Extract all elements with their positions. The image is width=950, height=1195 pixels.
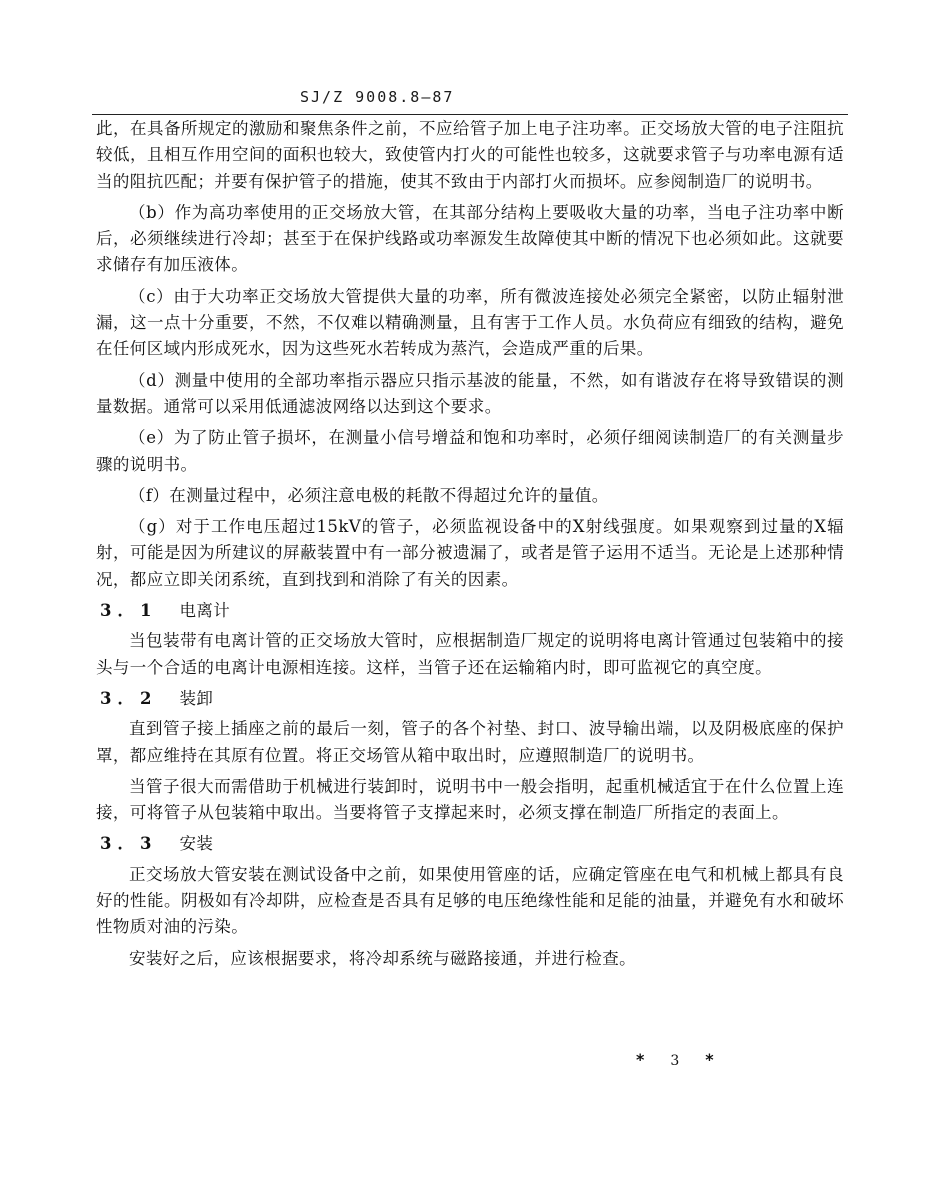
section-number: 3．1 bbox=[100, 601, 158, 621]
section-heading-3-1 bbox=[96, 598, 844, 624]
paragraph-item-e: （e）为了防止管子损坏，在测量小信号增益和饱和功率时，必须仔细阅读制造厂的有关测量步骤的说明书。 bbox=[96, 428, 844, 474]
section-number: 3．2 bbox=[100, 688, 158, 708]
document-number-header: SJ/Z 9008.8—87 bbox=[300, 88, 455, 106]
section-heading-3-3 bbox=[96, 831, 844, 857]
paragraph-3-3-b: 安装好之后，应该根据要求，将冷却系统与磁路接通，并进行检查。 bbox=[129, 948, 636, 968]
paragraph-item-b: （b）作为高功率使用的正交场放大管，在其部分结构上要吸收大量的功率，当电子注功率中断后，必须继续进行冷却；甚至于在保护线路或功率源发生故障使其中断的情况下也必须如此。这就要求储存有加压液体。 bbox=[96, 202, 844, 275]
footer-star-right: * bbox=[705, 1050, 714, 1069]
paragraph-continuation: 此，在具备所规定的激励和聚焦条件之前，不应给管子加上电子注功率。正交场放大管的电子注阻抗较低，且相互作用空间的面积也较大，致使管内打火的可能性也较多，这就要求管子与功率电源有适当的阻抗匹配；并要有保护管子的措施，使其不致由于内部打火而损坏。应参阅制造厂的说明书。 bbox=[96, 119, 844, 191]
section-title: 电离计 bbox=[179, 601, 231, 621]
paragraph-3-3-a: 正交场放大管安装在测试设备中之前，如果使用管座的话，应确定管座在电气和机械上都具有良好的性能。阴极如有冷却阱，应检查是否具有足够的电压绝缘性能和足能的油量，并避免有水和破坏性物质对油的污染。 bbox=[96, 864, 844, 937]
footer-star-left: * bbox=[636, 1050, 645, 1069]
section-title: 装卸 bbox=[179, 688, 214, 708]
paragraph-item-d: （d）测量中使用的全部功率指示器应只指示基波的能量，不然，如有谐波存在将导致错误的测量数据。通常可以采用低通滤波网络以达到这个要求。 bbox=[96, 370, 844, 416]
page-number: 3 bbox=[670, 1053, 680, 1069]
paragraph-3-2-a: 直到管子接上插座之前的最后一刻，管子的各个衬垫、封口、波导输出端，以及阴极底座的保护罩，都应维持在其原有位置。将正交场管从箱中取出时，应遵照制造厂的说明书。 bbox=[96, 719, 844, 765]
header-rule bbox=[92, 114, 848, 115]
paragraph-3-2-b: 当管子很大而需借助于机械进行装卸时，说明书中一般会指明，起重机械适宜于在什么位置上连接，可将管子从包装箱中取出。当要将管子支撑起来时，必须支撑在制造厂所指定的表面上。 bbox=[96, 776, 844, 823]
page-footer bbox=[636, 1050, 714, 1069]
section-title: 安装 bbox=[179, 834, 214, 854]
document-body bbox=[96, 116, 844, 977]
paragraph-item-g: （g）对于工作电压超过15kV的管子，必须监视设备中的X射线强度。如果观察到过量的X辐射，可能是因为所建议的屏蔽装置中有一部分被遗漏了，或者是管子运用不适当。无论是上述那种情况，都应立即关闭系统，直到找到和消除了有关的因素。 bbox=[96, 517, 844, 589]
section-heading-3-2 bbox=[96, 686, 844, 712]
section-number: 3．3 bbox=[100, 834, 158, 854]
paragraph-item-c: （c）由于大功率正交场放大管提供大量的功率，所有微波连接处必须完全紧密，以防止辐射泄漏，这一点十分重要，不然，不仅难以精确测量，且有害于工作人员。水负荷应有细致的结构，避免在任何区域内形成死水，因为这些死水若转成为蒸汽，会造成严重的后果。 bbox=[96, 286, 844, 359]
paragraph-item-f: （f）在测量过程中，必须注意电极的耗散不得超过允许的量值。 bbox=[129, 485, 609, 505]
paragraph-3-1-a: 当包装带有电离计管的正交场放大管时，应根据制造厂规定的说明将电离计管通过包装箱中的接头与一个合适的电离计电源相连接。这样，当管子还在运输箱内时，即可监视它的真空度。 bbox=[96, 631, 844, 677]
